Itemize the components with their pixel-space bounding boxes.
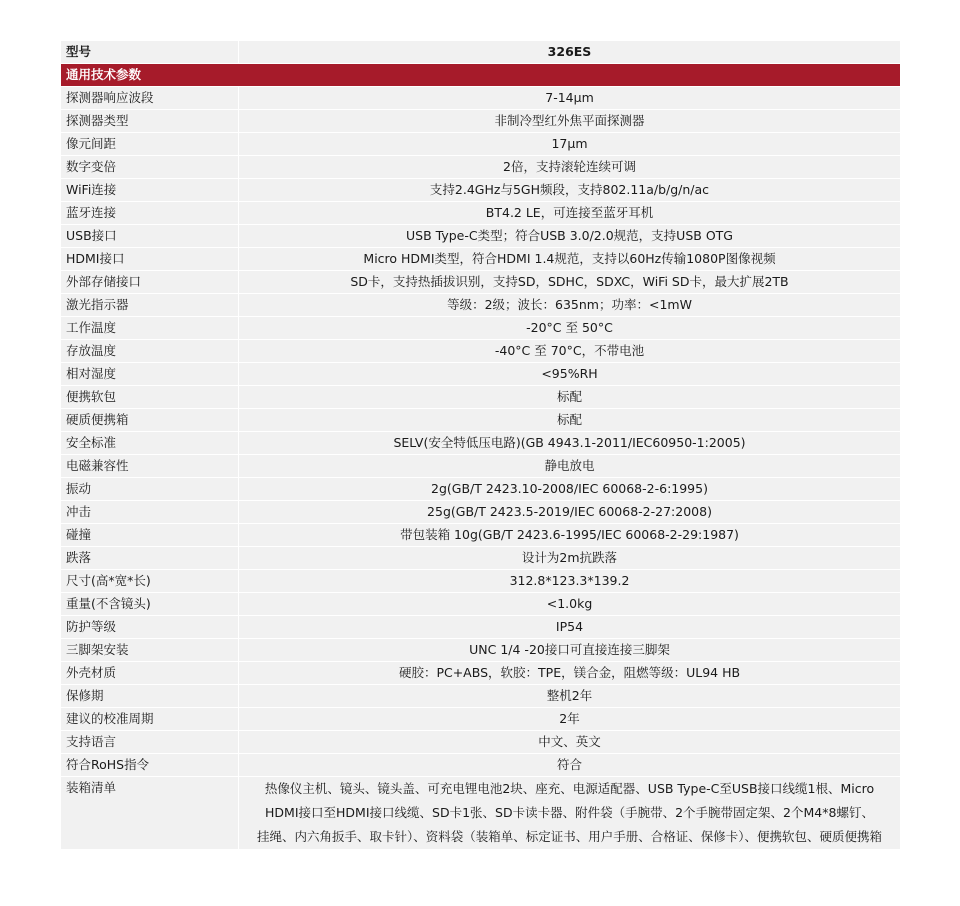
spec-row <box>61 133 900 155</box>
spec-row <box>61 685 900 707</box>
spec-row <box>61 179 900 201</box>
spec-row <box>61 87 900 109</box>
spec-value: <95%RH <box>238 363 900 385</box>
spec-row <box>61 271 900 293</box>
spec-label: 冲击 <box>61 501 238 523</box>
spec-value: SD卡，支持热插拔识别，支持SD，SDHC，SDXC，WiFi SD卡，最大扩展2TB <box>238 271 900 293</box>
spec-label: 相对湿度 <box>61 363 238 385</box>
model-row <box>61 41 900 63</box>
spec-label: 重量(不含镜头) <box>61 593 238 615</box>
spec-row <box>61 432 900 454</box>
model-label: 型号 <box>61 41 238 63</box>
spec-value: 25g(GB/T 2423.5-2019/IEC 60068-2-27:2008) <box>238 501 900 523</box>
spec-table <box>61 40 900 850</box>
spec-row <box>61 110 900 132</box>
spec-label: 保修期 <box>61 685 238 707</box>
spec-label: 数字变倍 <box>61 156 238 178</box>
section-header-row <box>61 64 900 86</box>
spec-row <box>61 156 900 178</box>
packing-list-line: HDMI接口至HDMI接口线缆、SD卡1张、SD卡读卡器、附件袋（手腕带、2个手腕带固定架、2个M4*8螺钉、 <box>265 805 874 820</box>
section-title: 通用技术参数 <box>61 64 900 86</box>
spec-row <box>61 478 900 500</box>
spec-value: 标配 <box>238 409 900 431</box>
spec-value: 2g(GB/T 2423.10-2008/IEC 60068-2-6:1995) <box>238 478 900 500</box>
spec-label: 防护等级 <box>61 616 238 638</box>
spec-value: UNC 1/4 -20接口可直接连接三脚架 <box>238 639 900 661</box>
spec-label: 安全标准 <box>61 432 238 454</box>
spec-value: 标配 <box>238 386 900 408</box>
spec-label: 符合RoHS指令 <box>61 754 238 776</box>
spec-label: USB接口 <box>61 225 238 247</box>
spec-value: <1.0kg <box>238 593 900 615</box>
spec-value: USB Type-C类型；符合USB 3.0/2.0规范，支持USB OTG <box>238 225 900 247</box>
spec-value: Micro HDMI类型，符合HDMI 1.4规范，支持以60Hz传输1080P图像视频 <box>238 248 900 270</box>
spec-label: 硬质便携箱 <box>61 409 238 431</box>
spec-value: BT4.2 LE，可连接至蓝牙耳机 <box>238 202 900 224</box>
spec-row <box>61 386 900 408</box>
spec-row <box>61 754 900 776</box>
spec-row <box>61 455 900 477</box>
packing-list-value <box>238 777 900 849</box>
spec-value: 2年 <box>238 708 900 730</box>
spec-value: -20°C 至 50°C <box>238 317 900 339</box>
spec-row <box>61 593 900 615</box>
packing-list-row <box>61 777 900 849</box>
spec-label: 尺寸(高*宽*长) <box>61 570 238 592</box>
spec-value: 非制冷型红外焦平面探测器 <box>238 110 900 132</box>
spec-value: 中文、英文 <box>238 731 900 753</box>
spec-label: 建议的校准周期 <box>61 708 238 730</box>
spec-row <box>61 225 900 247</box>
spec-label: 三脚架安装 <box>61 639 238 661</box>
spec-value: 硬胶：PC+ABS，软胶：TPE，镁合金，阻燃等级：UL94 HB <box>238 662 900 684</box>
spec-value: 带包装箱 10g(GB/T 2423.6-1995/IEC 60068-2-29:1987) <box>238 524 900 546</box>
spec-label: 探测器响应波段 <box>61 87 238 109</box>
spec-row <box>61 639 900 661</box>
spec-row <box>61 340 900 362</box>
spec-label: 外壳材质 <box>61 662 238 684</box>
spec-value: IP54 <box>238 616 900 638</box>
packing-list-line: 挂绳、内六角扳手、取卡针）、资料袋（装箱单、标定证书、用户手册、合格证、保修卡）、便携软包、硬质便携箱 <box>256 829 882 844</box>
spec-value: 7-14μm <box>238 87 900 109</box>
spec-label: 激光指示器 <box>61 294 238 316</box>
spec-value: 等级：2级；波长：635nm；功率：<1mW <box>238 294 900 316</box>
spec-value: 2倍，支持滚轮连续可调 <box>238 156 900 178</box>
spec-row <box>61 363 900 385</box>
spec-value: 设计为2m抗跌落 <box>238 547 900 569</box>
spec-label: 探测器类型 <box>61 110 238 132</box>
spec-value: 符合 <box>238 754 900 776</box>
spec-row <box>61 409 900 431</box>
spec-row <box>61 501 900 523</box>
spec-table-body <box>61 41 900 849</box>
spec-label: 外部存储接口 <box>61 271 238 293</box>
packing-list-line: 热像仪主机、镜头、镜头盖、可充电锂电池2块、座充、电源适配器、USB Type-C至USB接口线缆1根、Micro <box>264 781 875 796</box>
spec-row <box>61 248 900 270</box>
spec-row <box>61 547 900 569</box>
spec-label: 蓝牙连接 <box>61 202 238 224</box>
spec-row <box>61 294 900 316</box>
packing-list-label: 装箱清单 <box>61 777 238 849</box>
spec-label: 碰撞 <box>61 524 238 546</box>
spec-value: 17μm <box>238 133 900 155</box>
spec-row <box>61 708 900 730</box>
spec-label: 工作温度 <box>61 317 238 339</box>
spec-row <box>61 570 900 592</box>
spec-label: 存放温度 <box>61 340 238 362</box>
spec-row <box>61 662 900 684</box>
spec-value: 支持2.4GHz与5GH频段，支持802.11a/b/g/n/ac <box>238 179 900 201</box>
spec-label: 跌落 <box>61 547 238 569</box>
spec-label: HDMI接口 <box>61 248 238 270</box>
spec-row <box>61 202 900 224</box>
spec-label: WiFi连接 <box>61 179 238 201</box>
model-value: 326ES <box>238 41 900 63</box>
spec-label: 振动 <box>61 478 238 500</box>
spec-row <box>61 317 900 339</box>
spec-label: 便携软包 <box>61 386 238 408</box>
spec-value: 静电放电 <box>238 455 900 477</box>
spec-label: 支持语言 <box>61 731 238 753</box>
spec-value: SELV(安全特低压电路)(GB 4943.1-2011/IEC60950-1:2005) <box>238 432 900 454</box>
spec-label: 电磁兼容性 <box>61 455 238 477</box>
spec-value: 312.8*123.3*139.2 <box>238 570 900 592</box>
spec-label: 像元间距 <box>61 133 238 155</box>
spec-row <box>61 731 900 753</box>
spec-value: -40°C 至 70°C，不带电池 <box>238 340 900 362</box>
spec-row <box>61 616 900 638</box>
spec-row <box>61 524 900 546</box>
spec-value: 整机2年 <box>238 685 900 707</box>
